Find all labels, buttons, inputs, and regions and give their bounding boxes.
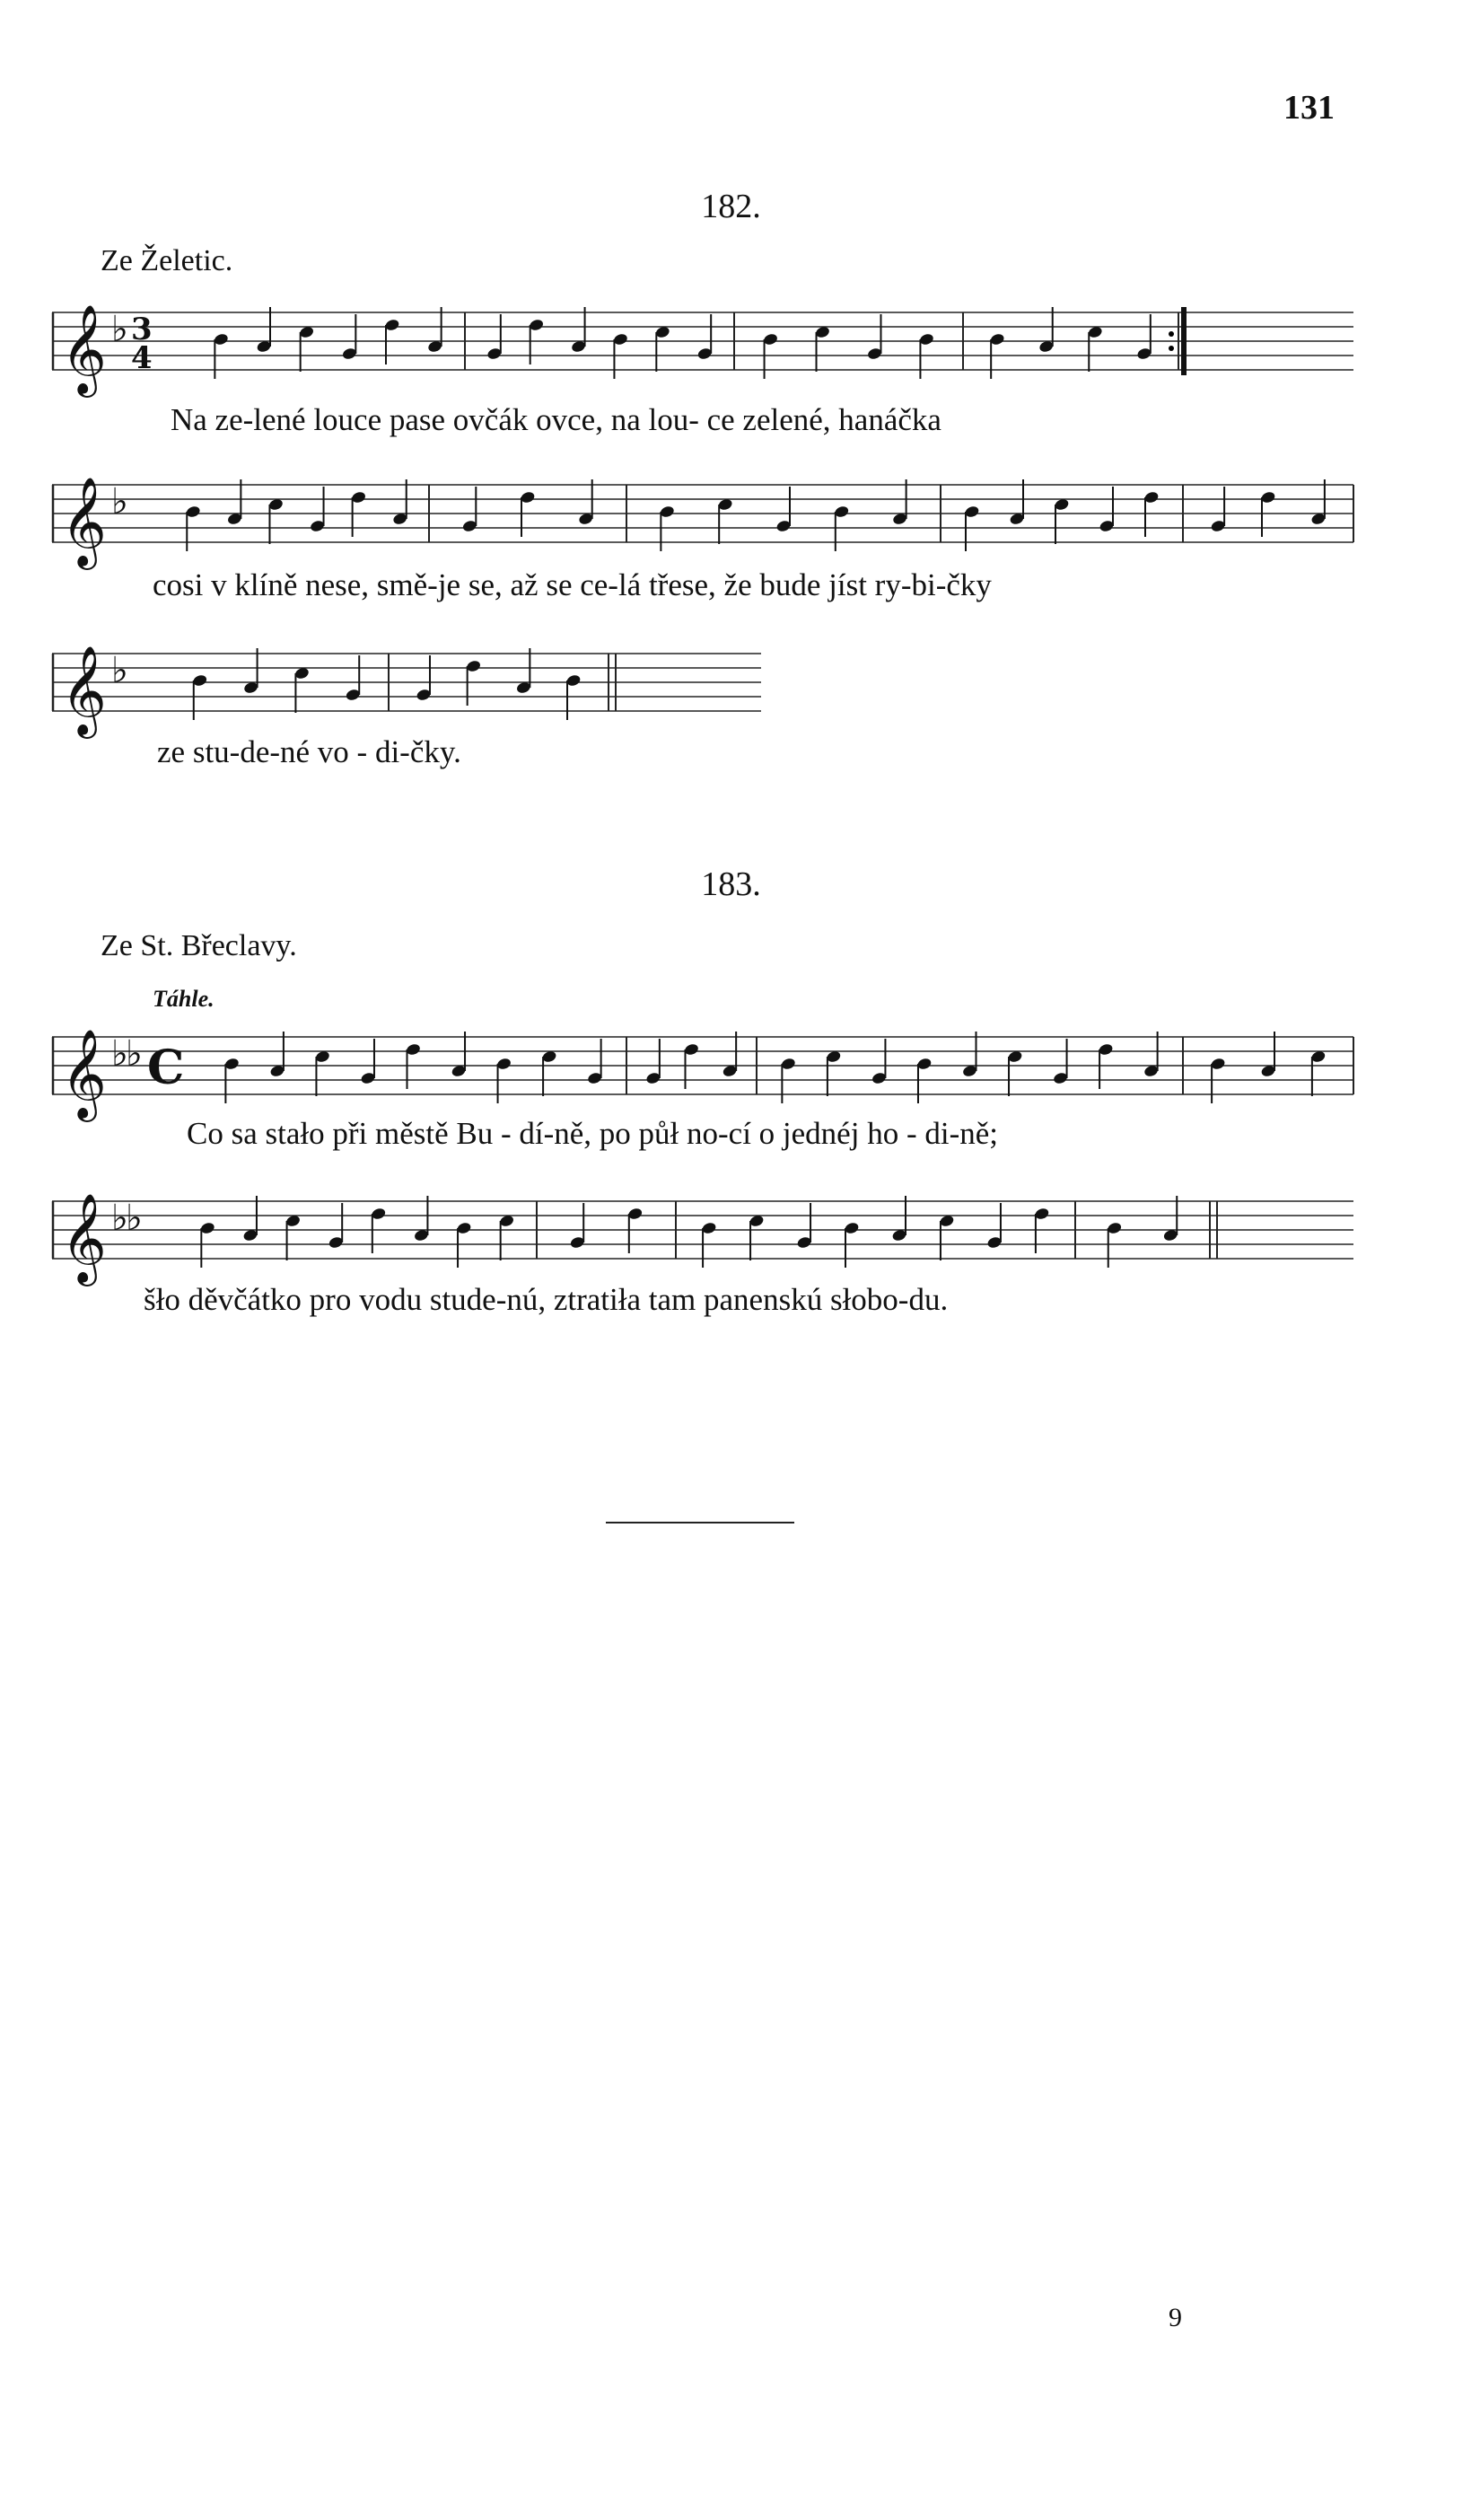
music-staff <box>52 303 1353 394</box>
music-staff <box>52 645 770 735</box>
lyrics-line: Na ze-lené louce pase ovčák ovce, na lou- ce zelené, hanáčka <box>171 402 941 437</box>
flat-icon: ♭ <box>111 650 128 691</box>
treble-clef-icon: 𝄞 <box>61 1193 107 1283</box>
lyrics-line: šło děvčátko pro vodu stude-nú, ztratiła tam panenskú słobo-du. <box>144 1282 949 1317</box>
flat-icon: ♭ <box>126 1033 143 1075</box>
song-number-183: 183. <box>701 865 761 903</box>
flat-icon: ♭ <box>111 1033 128 1075</box>
treble-clef-icon: 𝄞 <box>61 477 107 566</box>
tempo-marking: Táhle. <box>153 986 215 1012</box>
time-signature-numerator: 3 <box>131 312 153 347</box>
song-number-182: 182. <box>701 188 761 225</box>
treble-clef-icon: 𝄞 <box>61 304 107 394</box>
flat-icon: ♭ <box>111 1198 128 1239</box>
song-origin: Ze Želetic. <box>101 244 233 277</box>
song-origin: Ze St. Břeclavy. <box>101 929 297 962</box>
treble-clef-icon: 𝄞 <box>61 1029 107 1119</box>
footer-mark: 9 <box>1169 2303 1182 2332</box>
flat-icon: ♭ <box>111 309 128 350</box>
repeat-dot <box>1169 346 1174 351</box>
closing-rule <box>606 1522 794 1523</box>
time-signature-common: C <box>147 1040 185 1095</box>
repeat-dot <box>1169 331 1174 337</box>
page-number: 131 <box>1283 89 1335 127</box>
lyrics-line: Co sa stało při městě Bu - dí-ně, po půł no-cí o jednéj ho - di-ně; <box>187 1116 998 1151</box>
treble-clef-icon: 𝄞 <box>61 645 107 735</box>
music-staff <box>52 1192 1353 1283</box>
flat-icon: ♭ <box>111 481 128 522</box>
lyrics-line: ze stu-de-né vo - di-čky. <box>157 734 461 769</box>
music-staff <box>52 476 1353 566</box>
lyrics-line: cosi v klíně nese, smě-je se, až se ce-lá třese, že bude jíst ry-bi-čky <box>153 567 992 602</box>
music-staff <box>52 1028 1353 1119</box>
time-signature-denominator: 4 <box>131 340 153 376</box>
flat-icon: ♭ <box>126 1198 143 1239</box>
